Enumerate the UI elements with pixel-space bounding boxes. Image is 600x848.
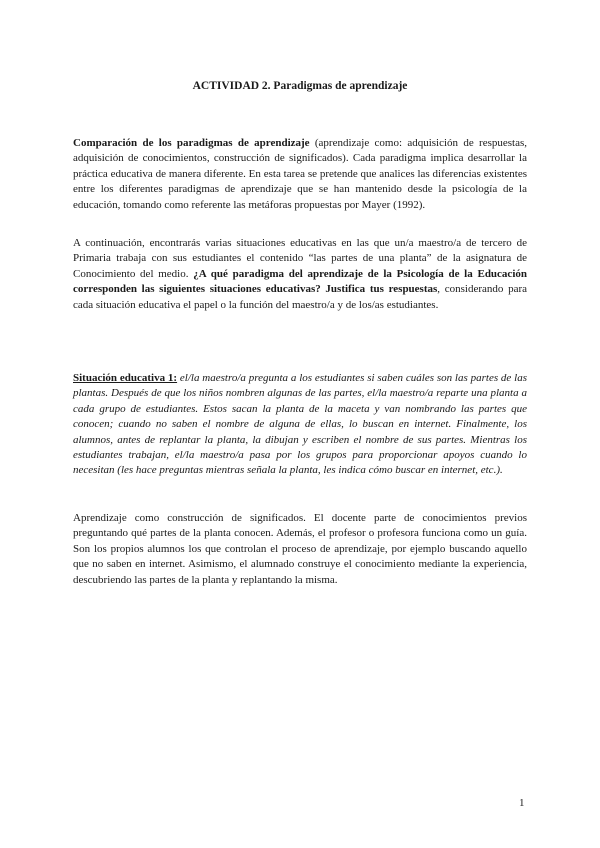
answer-1-paragraph — [73, 511, 527, 588]
situation-1-paragraph — [73, 371, 527, 479]
situation-1-label: Situación educativa 1: — [73, 372, 178, 384]
instructions-text-before: A continuación, encontrarás varias situaciones educativas en las que un/a maestro/a de tercero de Primaria trabaja con sus estudiantes el contenido “las partes de una planta” de la asignatura de Conocimiento del medio. — [73, 237, 527, 280]
document-title: ACTIVIDAD 2. Paradigmas de aprendizaje — [192, 80, 408, 92]
paragraph-lead-bold: Comparación de los paradigmas de aprendizaje — [73, 137, 310, 149]
instructions-paragraph — [73, 236, 527, 313]
paragraph-text: (aprendizaje como: adquisición de respuestas, adquisición de conocimientos, construcción de significados). Cada paradigma implica desarrollar la práctica educativa de manera diferente. En esta tarea se pretende que analices las diferencias existentes entre los diferentes paradigmas de aprendizaje que se han mantenido desde la psicología de la educación, tomando como referente las metáforas propuestas por Mayer (1992). — [73, 137, 527, 211]
answer-1-text: Aprendizaje como construcción de significados. El docente parte de conocimientos previos preguntando qué partes de la planta conocen. Además, el profesor o profesora funciona como un guía. Son los propios alumnos los que controlan el proceso de aprendizaje, por ejemplo buscando aquello que no saben en internet. Asimismo, el alumnado construye el conocimiento mediante la experiencia, descubriendo las partes de la planta y replantando la misma. — [73, 512, 527, 586]
intro-paragraph — [73, 136, 527, 213]
instructions-question: ¿A qué paradigma del aprendizaje de la Psicología de la Educación corresponden las siguientes situaciones educativas? Justifica tus respuestas — [73, 267, 527, 296]
page-number: 1 — [519, 797, 525, 809]
instructions-text-after: , considerando para cada situación educativa el papel o la función del maestro/a y de los/as estudiantes. — [73, 283, 528, 311]
situation-1-text: el/la maestro/a pregunta a los estudiantes si saben cuáles son las partes de las plantas. Después de que los niños nombren algunas de las partes, el/la maestro/a reparte una planta a cada grupo de estudiantes. Estos sacan la planta de la maceta y van nombrando las partes que conocen; cuando no saben el nombre de alguna de ellas, lo buscan en internet. Finalmente, los alumnos, antes de replantar la planta, la dibujan y escriben el nombre de sus partes. Mientras los estudiantes trabajan, el/la maestro/a pasa por los grupos para proporcionar apoyos cuando lo necesitan (les hace preguntas mientras señala la planta, les indica cómo buscar en internet, etc.). — [73, 372, 527, 477]
